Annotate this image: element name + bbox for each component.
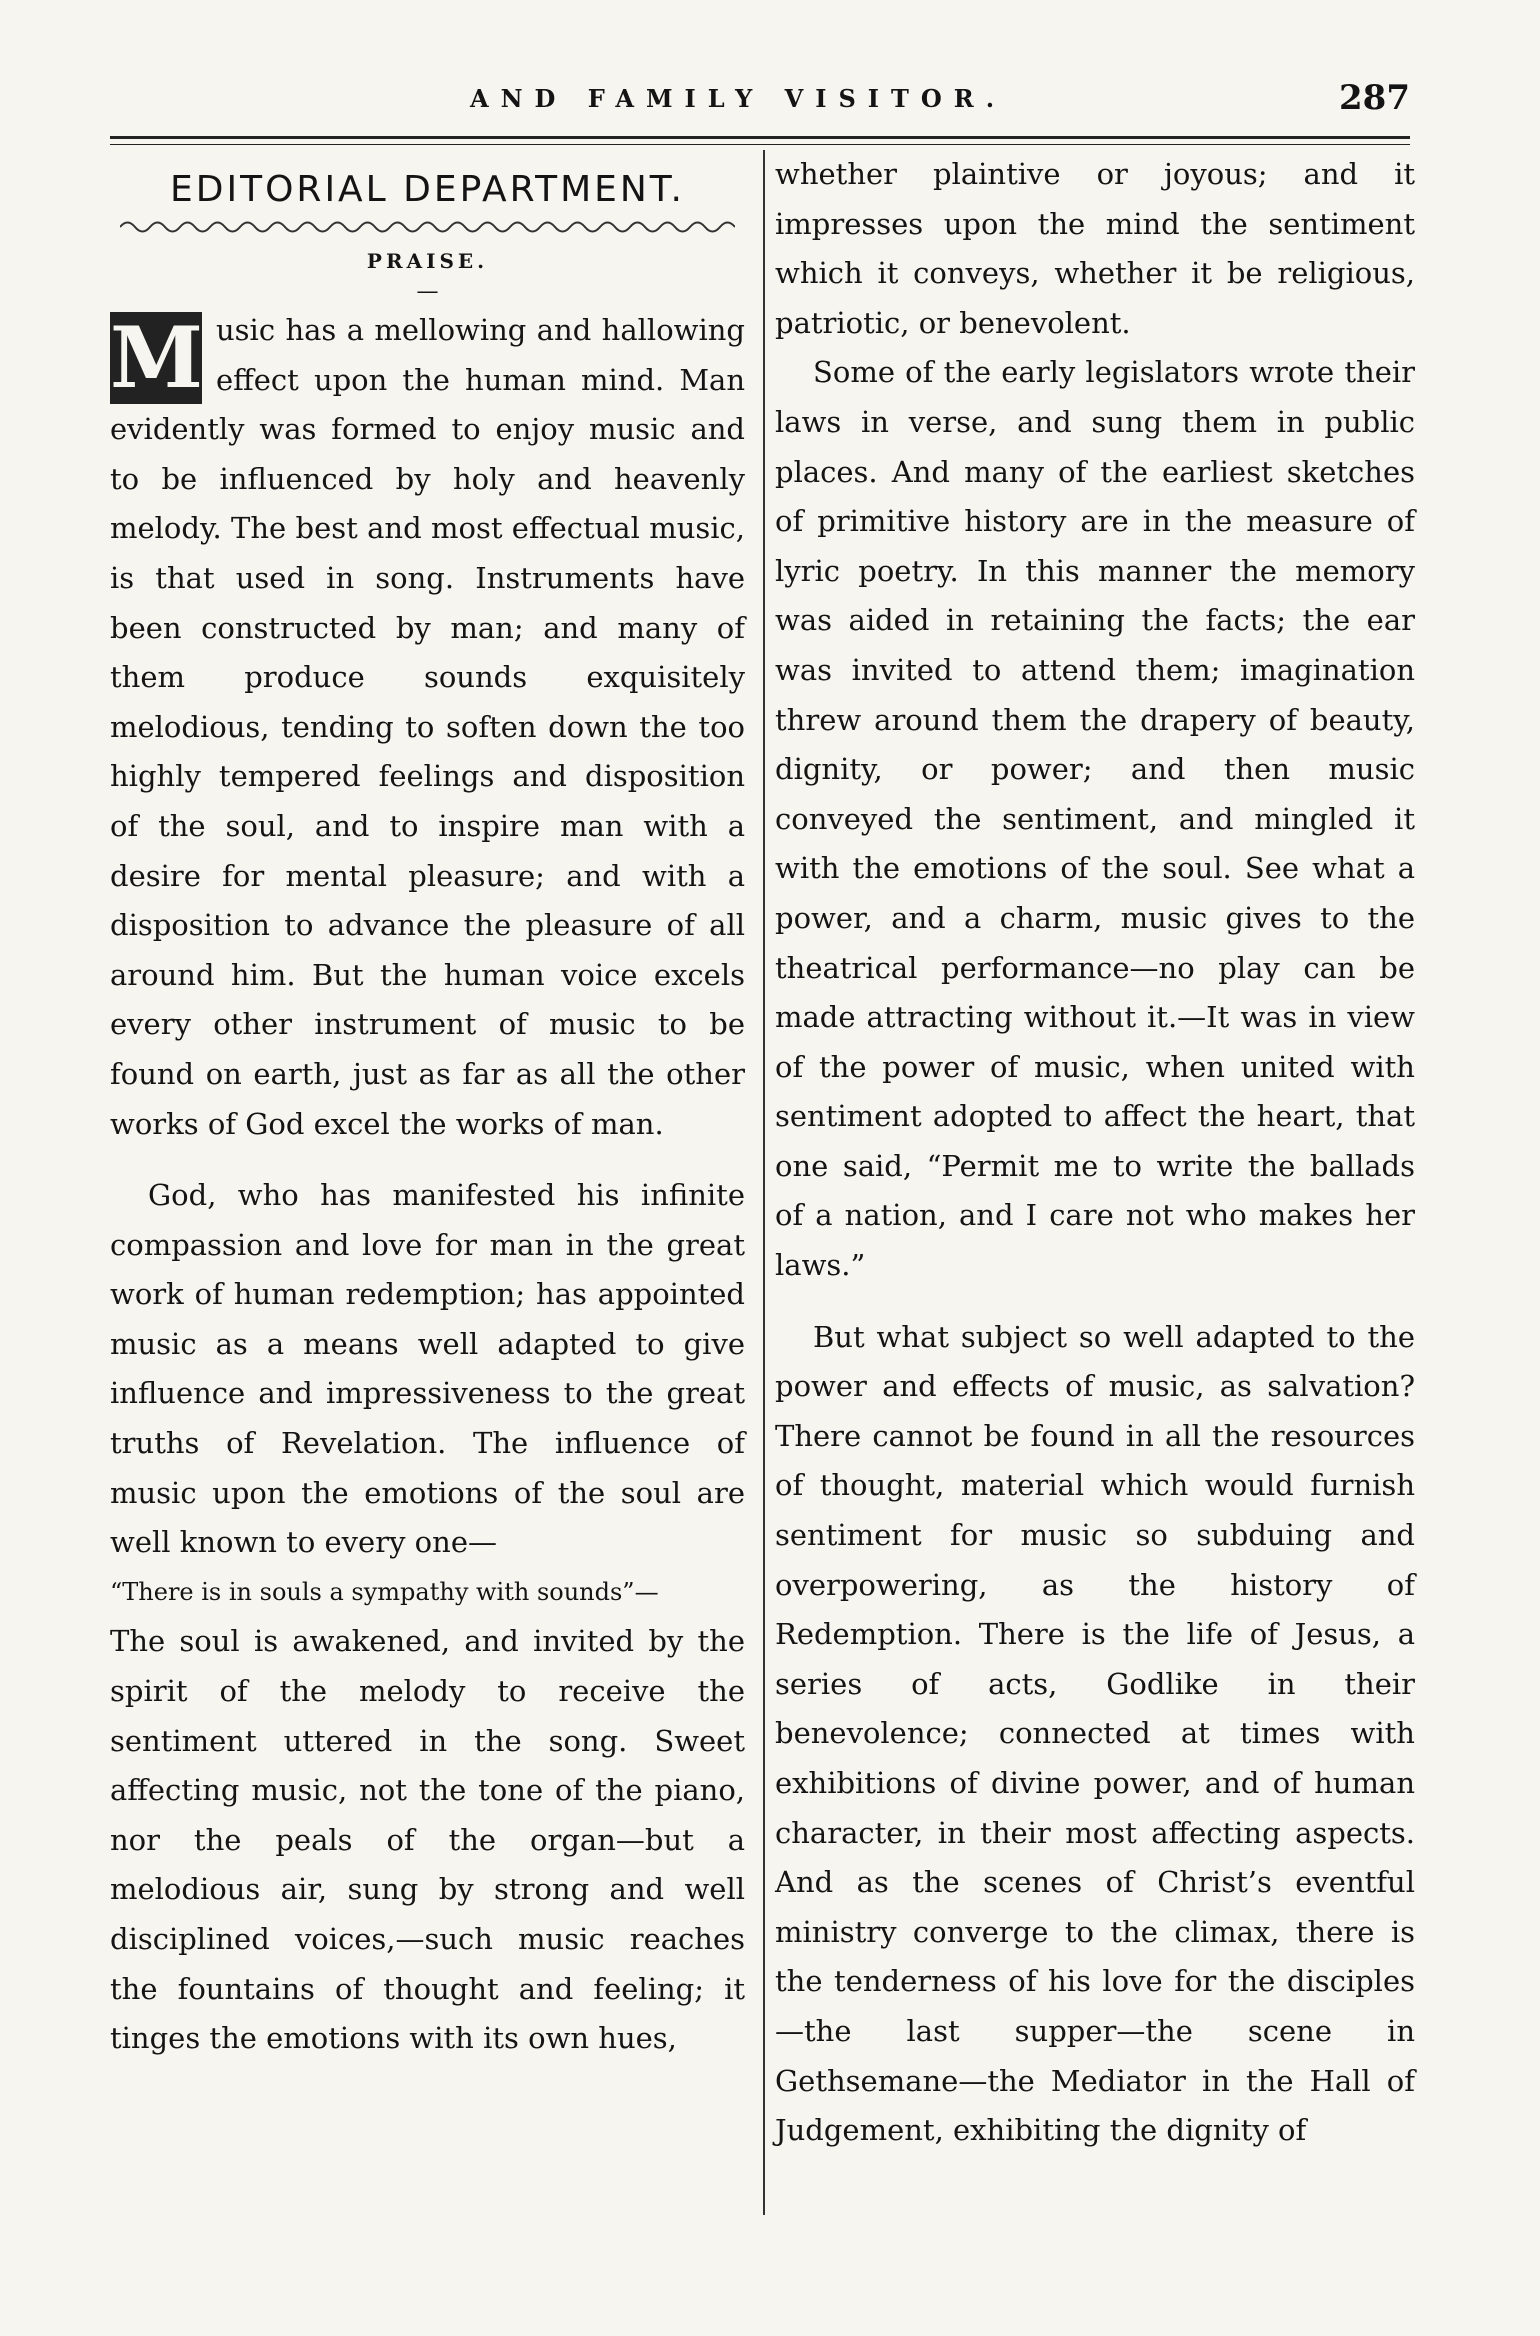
paragraph-1: [110, 306, 745, 1149]
quotation: “There is in souls a sympathy with sounds”—: [110, 1577, 659, 1606]
paragraph-1-text: usic has a mellowing and hallowing effect upon the human mind. Man evidently was formed to enjoy music and to be influenced by holy and heavenly melody. The best and most effectual music, is that used in song. Instruments have been constructed by man; and many of them produce sounds exquisitely melodious, tending to soften down the too highly tempered feelings and disposition of the soul, and to inspire man with a desire for mental pleasure; and with a disposition to advance the pleasure of all around him. But the human voice excels every other instrument of music to be found on earth, just as far as all the other works of God excel the works of man.: [110, 313, 745, 1141]
right-paragraph-3: But what subject so well adapted to the power and effects of music, as salvation? There cannot be found in all the resources of thought, material which would furnish sentiment for music so subduing and overpowering, as the history of Redemption. There is the life of Jesus, a series of acts, Godlike in their benevolence; connected at times with exhibitions of divine power, and of human character, in their most affecting aspects. And as the scenes of Christ’s eventful ministry converge to the climax, there is the tenderness of his love for the disciples—the last supper—the scene in Gethsemane—the Mediator in the Hall of Judgement, exhibiting the dignity of: [775, 1319, 1415, 2148]
paragraph-2: God, who has manifested his infinite compassion and love for man in the great work of human redemption; has appointed music as a means well adapted to give influence and impressiveness to the great truths of Revelation. The influence of music upon the emotions of the soul are well known to every one—: [110, 1178, 745, 1560]
title-separator: —: [416, 279, 439, 304]
column-divider: [763, 150, 765, 2215]
page-number: 287: [1339, 78, 1410, 118]
department-title: EDITORIAL DEPARTMENT.: [170, 169, 685, 210]
running-header: [110, 78, 1410, 124]
wavy-rule: [120, 216, 735, 238]
drop-cap: M: [110, 308, 203, 407]
header-rule-thin: [110, 144, 1410, 145]
right-paragraph-1: whether plaintive or joyous; and it impresses upon the mind the sentiment which it conveys, whether it be religious, patriotic, or benevolent.: [775, 157, 1415, 340]
running-title: AND FAMILY VISITOR.: [470, 84, 1007, 113]
left-column: [110, 150, 745, 2064]
article-title: PRAISE.: [366, 249, 489, 273]
paragraph-3: The soul is awakened, and invited by the spirit of the melody to receive the sentiment uttered in the song. Sweet affecting music, not the tone of the piano, nor the peals of the organ—but a melodious air, sung by strong and well disciplined voices,—such music reaches the fountains of thought and feeling; it tinges the emotions with its own hues,: [110, 1624, 745, 2056]
right-column: [775, 150, 1415, 2156]
header-rule: [110, 136, 1410, 139]
right-paragraph-2: Some of the early legislators wrote their laws in verse, and sung them in public places. And many of the earliest sketches of primitive history are in the measure of lyric poetry. In this manner the memory was aided in retaining the facts; the ear was invited to attend them; imagination threw around them the drapery of beauty, dignity, or power; and then music conveyed the sentiment, and mingled it with the emotions of the soul. See what a power, and a charm, music gives to the theatrical performance—no play can be made attracting without it.—It was in view of the power of music, when united with sentiment adopted to affect the heart, that one said, “Permit me to write the ballads of a nation, and I care not who makes her laws.”: [775, 355, 1415, 1283]
